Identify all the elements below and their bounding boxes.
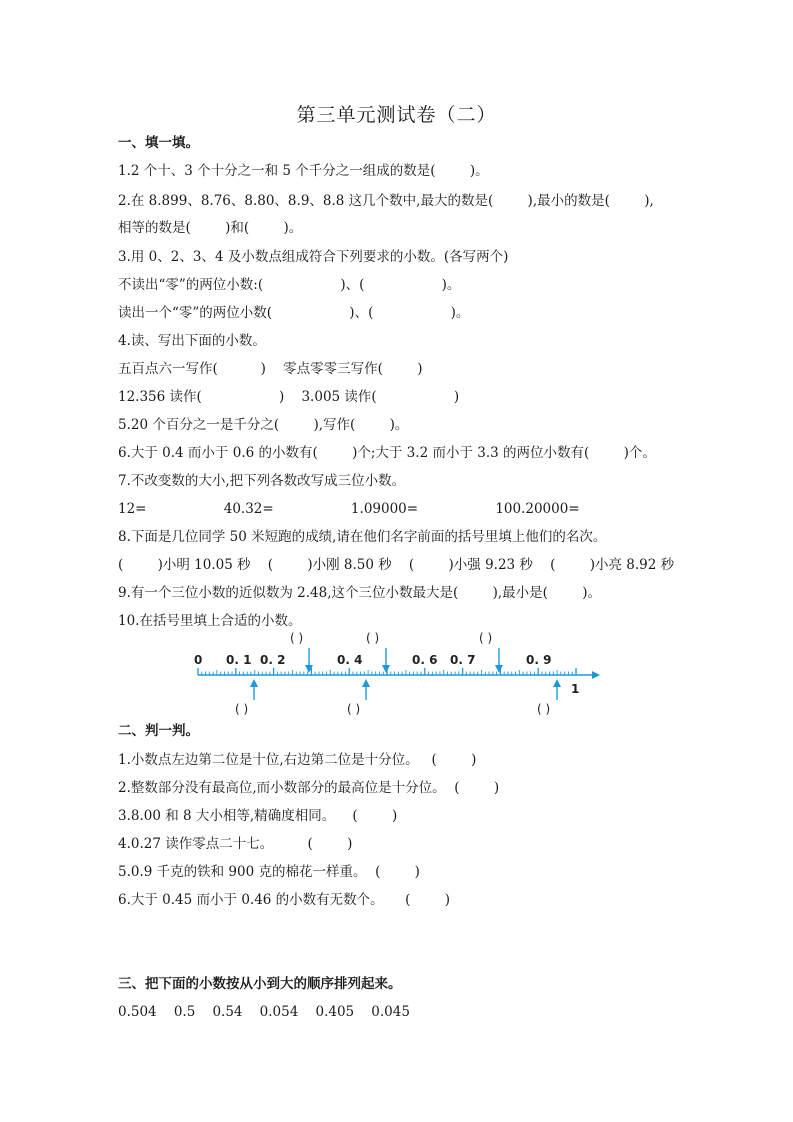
question-1-5: 5.20 个百分之一是千分之( ),写作( )。 — [118, 417, 409, 433]
nl-label-0-6: 0. 6 — [412, 653, 438, 667]
top-bracket-3: ( ) — [479, 631, 493, 645]
page-title: 第三单元测试卷（二） — [296, 104, 497, 126]
question-1-4: 4.读、写出下面的小数。 — [118, 333, 266, 349]
question-1-3b: 读出一个“零”的两位小数( )、( )。 — [118, 305, 470, 321]
section-heading-order: 三、把下面的小数按从小到大的顺序排列起来。 — [118, 976, 402, 992]
nl-label-1: 1 — [571, 682, 580, 696]
question-2-5: 5.0.9 千克的铁和 900 克的棉花一样重。 ( ) — [118, 864, 420, 880]
bottom-bracket-2: ( ) — [347, 702, 361, 716]
question-1-7: 7.不改变数的大小,把下列各数改写成三位小数。 — [118, 473, 406, 489]
question-1-7a: 12= 40.32= 1.09000= 100.20000= — [118, 501, 580, 517]
question-1-8: 8.下面是几位同学 50 米短跑的成绩,请在他们名字前面的括号里填上他们的名次。 — [118, 529, 607, 545]
bottom-bracket-3: ( ) — [537, 702, 551, 716]
section-heading-fill: 一、填一填。 — [118, 135, 199, 151]
nl-label-0-2: 0. 2 — [260, 653, 286, 667]
arrow-up-2 — [362, 679, 370, 700]
arrow-up-3 — [553, 679, 561, 700]
nl-label-0-9: 0. 9 — [526, 653, 552, 667]
question-1-1: 1.2 个十、3 个十分之一和 5 个千分之一组成的数是( )。 — [118, 163, 489, 179]
arrow-up-1 — [250, 679, 258, 700]
question-1-3: 3.用 0、2、3、4 及小数点组成符合下列要求的小数。(各写两个) — [118, 249, 509, 265]
question-2-2: 2.整数部分没有最高位,而小数部分的最高位是十分位。 ( ) — [118, 780, 500, 796]
section-heading-judge: 二、判一判。 — [118, 723, 199, 739]
question-2-4: 4.0.27 读作零点二十七。 ( ) — [118, 836, 353, 852]
question-1-2-cont: 相等的数是( )和( )。 — [118, 220, 303, 236]
nl-label-0-4: 0. 4 — [337, 653, 363, 667]
question-1-4a: 五百点六一写作( ) 零点零零三写作( ) — [118, 361, 423, 377]
bottom-bracket-1: ( ) — [235, 702, 249, 716]
arrow-down-2 — [382, 648, 390, 673]
order-numbers: 0.504 0.5 0.54 0.054 0.405 0.045 — [118, 1004, 410, 1020]
axis-arrowhead — [592, 671, 600, 679]
nl-label-0-7: 0. 7 — [450, 653, 476, 667]
number-line — [190, 628, 610, 718]
top-bracket-2: ( ) — [366, 631, 380, 645]
question-1-10: 10.在括号里填上合适的小数。 — [118, 613, 302, 629]
question-2-6: 6.大于 0.45 而小于 0.46 的小数有无数个。 ( ) — [118, 892, 450, 908]
nl-label-0: 0 — [194, 653, 203, 667]
question-1-8a: ( )小明 10.05 秒 ( )小刚 8.50 秒 ( )小强 9.23 秒 ( )小亮 8.92 秒 — [118, 557, 675, 573]
arrow-down-3 — [495, 648, 503, 673]
question-1-9: 9.有一个三位小数的近似数为 2.48,这个三位小数最大是( ),最小是( )。 — [118, 585, 602, 601]
number-line-svg — [190, 628, 610, 718]
nl-label-0-1: 0. 1 — [226, 653, 252, 667]
question-1-6: 6.大于 0.4 而小于 0.6 的小数有( )个;大于 3.2 而小于 3.3 的两位小数有( )个。 — [118, 445, 656, 461]
question-1-3a: 不读出“零”的两位小数:( )、( )。 — [118, 277, 461, 293]
top-bracket-1: ( ) — [290, 631, 304, 645]
question-1-2: 2.在 8.899、8.76、8.80、8.9、8.8 这几个数中,最大的数是( ),最小的数是( ), — [118, 193, 654, 209]
question-2-1: 1.小数点左边第二位是十位,右边第二位是十分位。 ( ) — [118, 752, 477, 768]
question-1-4b: 12.356 读作( ) 3.005 读作( ) — [118, 389, 460, 405]
question-2-3: 3.8.00 和 8 大小相等,精确度相同。 ( ) — [118, 808, 398, 824]
